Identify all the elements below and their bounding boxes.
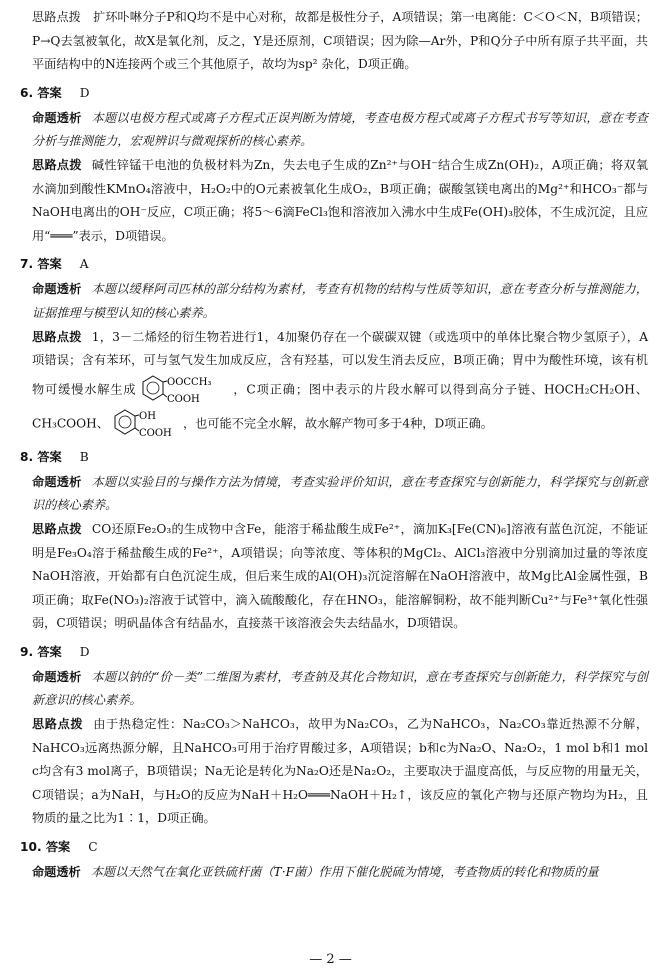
- q7-tips-text-c: CH₃COOH、: [32, 416, 109, 431]
- q7-answer-value: A: [79, 257, 89, 272]
- q8-answer-value: B: [79, 449, 89, 464]
- q7-answer-label: 7. 答案: [20, 257, 62, 272]
- salicylic-bottom-group: COOH: [138, 427, 172, 439]
- q9-analysis: [20, 666, 648, 713]
- q6-answer-value: D: [79, 85, 90, 100]
- q10-analysis: [20, 861, 648, 885]
- q8-analysis: [20, 471, 648, 518]
- q7-analysis-text: 本题以缓释阿司匹林的部分结构为素材，考查有机物的结构与性质等知识，意在考查分析与推测能力，证据推理与模型认知的核心素养。: [32, 282, 648, 320]
- q7-answer: [20, 252, 648, 276]
- q9-answer: [20, 640, 648, 664]
- q8-analysis-label: 命题透析: [32, 474, 82, 489]
- q9-analysis-text: 本题以钠的“价－类”二维图为素材，考查钠及其化合物知识，意在考查探究与创新能力，科学探究与创新意识的核心素养。: [32, 669, 648, 708]
- q9-tips-label: 思路点拨: [32, 717, 84, 732]
- q8-tips: [20, 518, 648, 636]
- q7-analysis-label: 命题透析: [32, 282, 82, 297]
- q10-analysis-text: 本题以天然气在氧化亚铁硫杆菌（T·F菌）作用下催化脱硫为情境，考查物质的转化和物质的量: [90, 865, 599, 880]
- q8-tips-text: CO还原Fe₂O₃的生成物中含Fe，能溶于稀盐酸生成Fe²⁺，滴加K₃[Fe(CN)₆]溶液有蓝色沉淀，不能证明是Fe₃O₄溶于稀盐酸生成的Fe²⁺，A项错误；向等浓度、等体积的MgCl₂、AlCl₃溶液中分别滴加过量的等浓度NaOH溶液，开始都有白色沉淀生成，但后来生成的Al(OH)₃沉淀溶解在NaOH溶液中，故Mg比Al金属性强，B项正确；取Fe(NO₃)₂溶液于试管中，滴入硫酸酸化，存在HNO₃，能溶解铜粉，故不能判断Cu²⁺与Fe³⁺氧化性强弱，C项错误；明矾晶体含有结晶水，直接蒸干该溶液会失去结晶水，D项错误。: [32, 521, 649, 631]
- salicylic-acid-structure: [111, 407, 181, 441]
- salicylic-top-group: OH: [138, 410, 156, 422]
- q9-answer-value: D: [79, 644, 90, 659]
- q6-answer: [20, 81, 648, 105]
- q10-analysis-label: 命题透析: [32, 865, 81, 880]
- page-number: — 2 —: [309, 952, 352, 967]
- q7-tips-text-d: ，也可能不完全水解，故水解产物可多于4种，D项正确。: [182, 416, 493, 431]
- document-page: [20, 6, 648, 885]
- q9-answer-label: 9. 答案: [20, 644, 62, 659]
- q9-tips: [20, 713, 648, 831]
- q8-answer: [20, 445, 648, 469]
- q6-analysis: [20, 107, 648, 154]
- q7-tips: [20, 326, 648, 441]
- q5-tips: 思路点拨 扩环卟啉分子P和Q均不是中心对称，故都是极性分子，A项错误；第一电离能：C＜O＜N，B项错误；P→Q去氢被氧化，故X是氧化剂，反之，Y是还原剂，C项错误；因为除—Ar外，P和Q分子中所有原子共平面，共平面结构中的N连接两个或三个其他原子，故均为sp² 杂化，D项正确。: [32, 10, 648, 72]
- q7-analysis: [20, 278, 648, 325]
- q6-tips-text: 碱性锌锰干电池的负极材料为Zn，失去电子生成的Zn²⁺与OH⁻结合生成Zn(OH)₂，A项正确；将双氧水滴加到酸性KMnO₄溶液中，H₂O₂中的O元素被氧化生成O₂，B项正确；碳酸氢镁电离出的Mg²⁺和HCO₃⁻都与NaOH电离出的OH⁻反应，C项正确；将5～6滴FeCl₃饱和溶液加入沸水中生成Fe(OH)₃胶体，不生成沉淀，且应用“═══”表示，D项错误。: [32, 157, 649, 243]
- q10-answer: [20, 835, 648, 859]
- q8-answer-label: 8. 答案: [20, 449, 62, 464]
- q9-tips-text: 由于热稳定性：Na₂CO₃＞NaHCO₃，故甲为Na₂CO₃，乙为NaHCO₃，Na₂CO₃靠近热源不分解，NaHCO₃远离热源分解，且NaHCO₃可用于治疗胃酸过多，A项错误；b和c为Na₂O、Na₂O₂，1 mol b和1 mol c均含有3 mol离子，B项错误；Na无论是转化为Na₂O还是Na₂O₂，主要取决于温度高低，与反应物的用量无关，C项错误；a为NaH，与H₂O的反应为NaH＋H₂O═══NaOH＋H₂↑，该反应的氧化产物与还原产物均为H₂，且物质的量之比为1∶1，D项正确。: [32, 717, 649, 826]
- q6-analysis-label: 命题透析: [32, 110, 82, 125]
- q6-tips-label: 思路点拨: [32, 157, 82, 172]
- q9-analysis-label: 命题透析: [32, 669, 82, 684]
- q10-answer-label: 10. 答案: [20, 840, 71, 855]
- aspirin-bottom-group: COOH: [166, 393, 200, 405]
- q10-answer-value: C: [88, 840, 98, 855]
- q8-tips-label: 思路点拨: [32, 521, 82, 536]
- q6-tips: [20, 154, 648, 248]
- aspirin-top-group: OOCCH₃: [166, 376, 211, 388]
- q7-tips-text-b: ，C项正确；图中表示的片段水解可以得到高分子链、HOCH₂CH₂OH、: [232, 382, 648, 397]
- aspirin-structure: [139, 373, 231, 407]
- q6-answer-label: 6. 答案: [20, 85, 62, 100]
- q7-tips-text-a: 1，3－二烯烃的衍生物若进行1，4加聚仍存在一个碳碳双键（或选项中的单体比聚合物少氢原子），A项错误；含有苯环，可与氢气发生加成反应，含有羟基，可以发生消去反应，B项正确；胃中为酸性环境，该有机物可缓慢水解生成: [32, 329, 648, 397]
- q6-analysis-text: 本题以电极方程式或离子方程式正误判断为情境，考查电极方程式或离子方程式书写等知识，意在考查分析与推测能力，宏观辨识与微观探析的核心素养。: [32, 110, 648, 149]
- q7-tips-label: 思路点拨: [32, 329, 82, 344]
- q8-analysis-text: 本题以实验目的与操作方法为情境，考查实验评价知识，意在考查探究与创新能力，科学探究与创新意识的核心素养。: [32, 474, 648, 513]
